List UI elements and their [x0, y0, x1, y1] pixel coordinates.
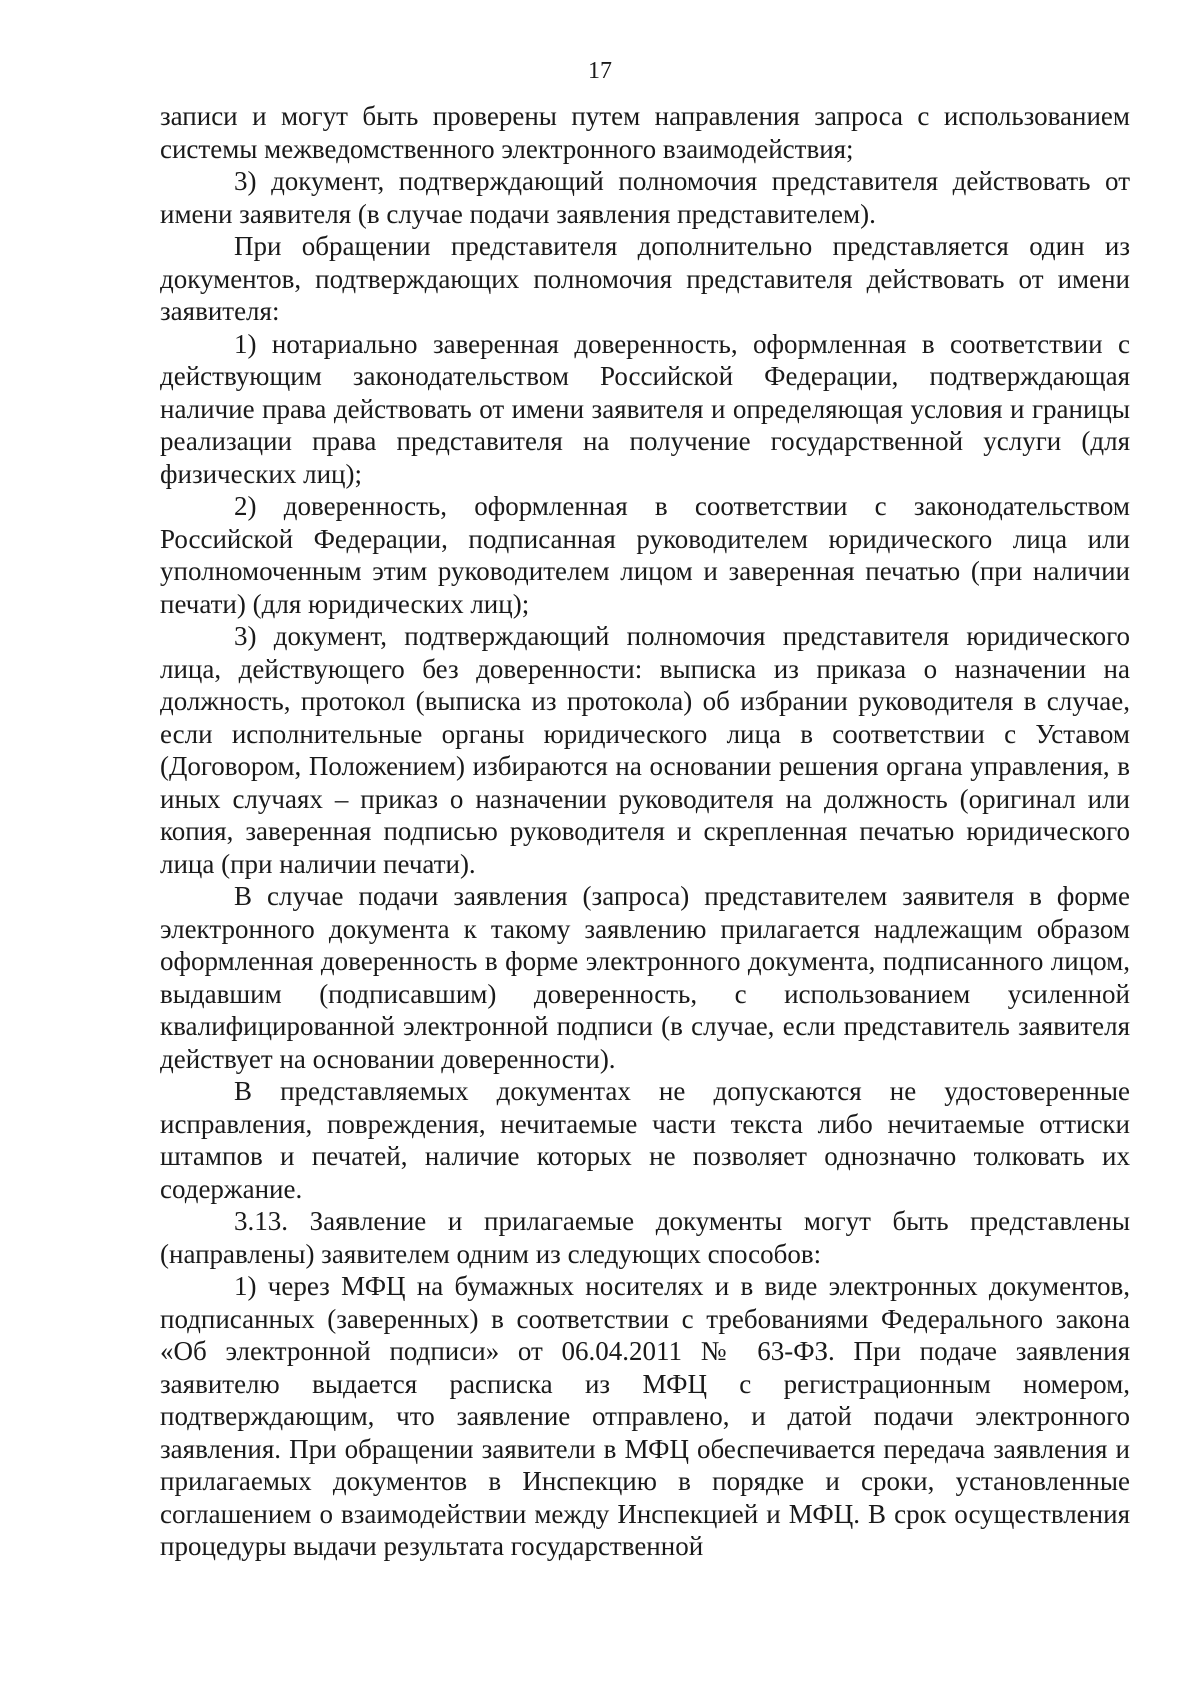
paragraph-item-1-notarized-power-of-attorney: 1) нотариально заверенная доверенность, оформленная в соответствии с действующим законодательством Российской Федерации, подтверждающая наличие права действовать от имени заявителя и определяющая условия и границы реализации права представителя на получение государственной услуги (для физических лиц); [160, 328, 1130, 489]
paragraph-continuation: записи и могут быть проверены путем направления запроса с использованием системы межведомственного электронного взаимодействия; [160, 101, 1130, 164]
document-body [160, 100, 1130, 1563]
paragraph-item-3-document-without-power-of-attorney: 3) документ, подтверждающий полномочия представителя юридического лица, действующего без доверенности: выписка из приказа о назначении на должность, протокол (выписка из протокола) об избрании руководителя в случае, если исполнительные органы юридического лица в соответствии с Уставом (Договором, Положением) избираются на основании решения органа управления, в иных случаях – приказ о назначении руководителя на должность (оригинал или копия, заверенная подписью руководителя и скрепленная печатью юридического лица (при наличии печати). [160, 621, 1130, 879]
page-number: 17 [588, 58, 612, 84]
paragraph-item-3-representative-authority: 3) документ, подтверждающий полномочия представителя действовать от имени заявителя (в случае подачи заявления представителем). [160, 166, 1130, 229]
paragraph-item-1-via-mfc: 1) через МФЦ на бумажных носителях и в виде электронных документов, подписанных (заверенных) в соответствии с требованиями Федерального закона «Об электронной подписи» от 06.04.2011 № 63-ФЗ. При подаче заявления заявителю выдается расписка из МФЦ с регистрационным номером, подтверждающим, что заявление отправлено, и датой подачи электронного заявления. При обращении заявители в МФЦ обеспечивается передача заявления и прилагаемых документов в Инспекцию в порядке и сроки, установленные соглашением о взаимодействии между Инспекцией и МФЦ. В срок осуществления процедуры выдачи результата государственной [160, 1271, 1130, 1561]
paragraph-item-2-power-of-attorney-legal-entity: 2) доверенность, оформленная в соответствии с законодательством Российской Федерации, подписанная руководителем юридического лица или уполномоченным этим руководителем лицом и заверенная печатью (при наличии печати) (для юридических лиц); [160, 491, 1130, 619]
paragraph-electronic-submission: В случае подачи заявления (запроса) представителем заявителя в форме электронного документа к такому заявлению прилагается надлежащим образом оформленная доверенность в форме электронного документа, подписанного лицом, выдавшим (подписавшим) доверенность, с использованием усиленной квалифицированной электронной подписи (в случае, если представитель заявителя действует на основании доверенности). [160, 881, 1130, 1074]
paragraph-section-3-13: 3.13. Заявление и прилагаемые документы могут быть представлены (направлены) заявителем одним из следующих способов: [160, 1206, 1130, 1269]
paragraph-representative-documents: При обращении представителя дополнительно представляется один из документов, подтверждающих полномочия представителя действовать от имени заявителя: [160, 231, 1130, 326]
paragraph-uncertified-corrections: В представляемых документах не допускаются не удостоверенные исправления, повреждения, нечитаемые части текста либо нечитаемые оттиски штампов и печатей, наличие которых не позволяет однозначно толковать их содержание. [160, 1076, 1130, 1204]
